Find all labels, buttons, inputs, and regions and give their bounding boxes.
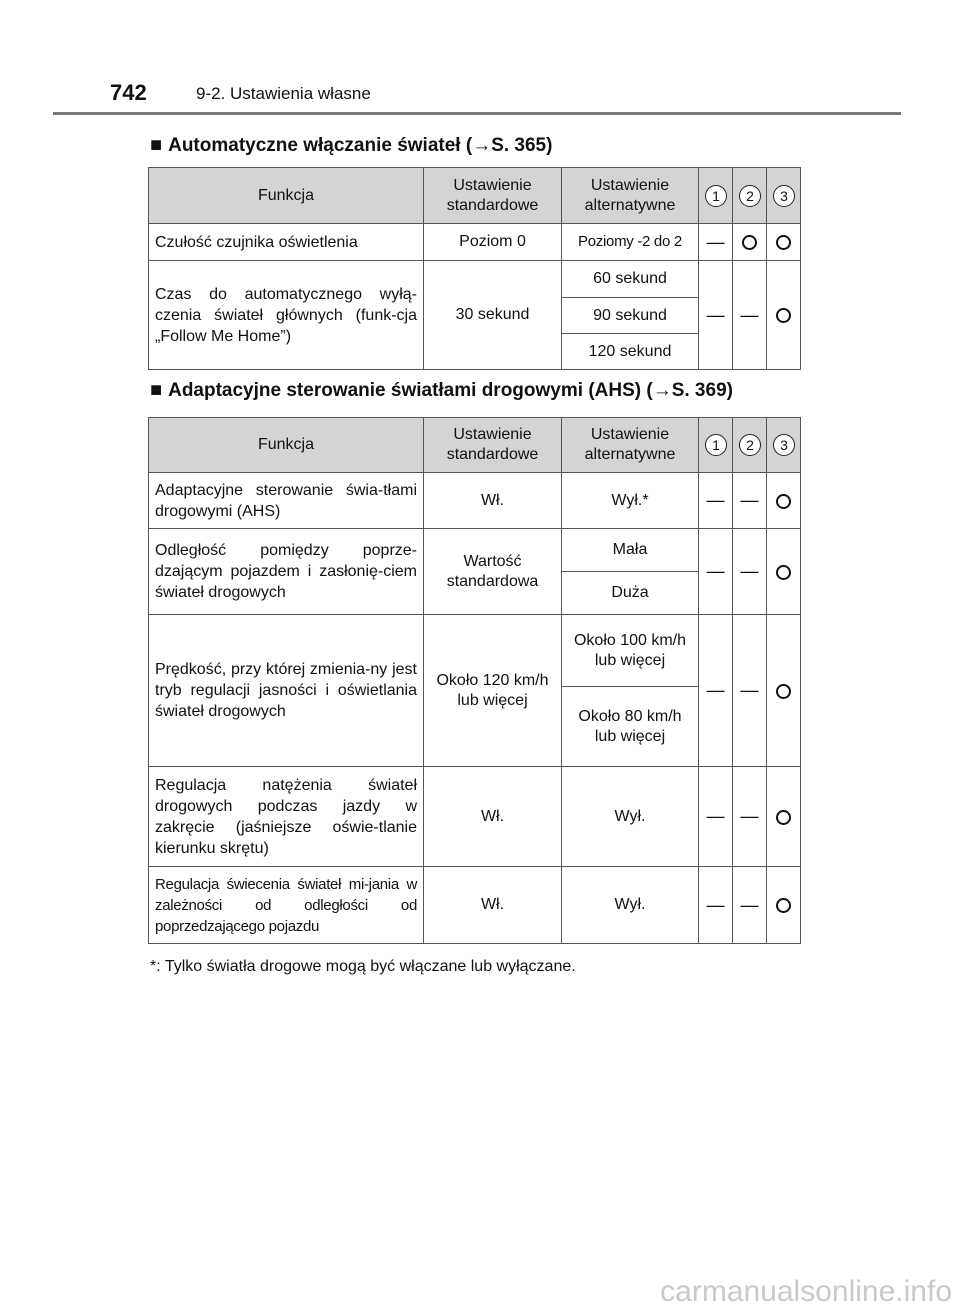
circle-mark-icon <box>776 235 791 250</box>
circle-mark-icon <box>776 684 791 699</box>
col-header-method-3 <box>767 418 801 473</box>
circle-mark-icon <box>776 494 791 509</box>
function-cell: Czułość czujnika oświetlenia <box>149 224 424 261</box>
method-3-cell <box>767 224 801 261</box>
table-row <box>149 261 801 298</box>
table-row <box>149 615 801 687</box>
arrow-right-icon: → <box>652 380 672 401</box>
function-cell: Prędkość, przy której zmienia-ny jest tryb regulacji jasności i oświetlania świateł drogowych <box>149 615 424 767</box>
circle-mark-icon <box>776 898 791 913</box>
method-3-cell <box>767 867 801 944</box>
method-2-cell: — <box>733 767 767 867</box>
method-1-cell: — <box>699 224 733 261</box>
default-cell: Poziom 0 <box>424 224 562 261</box>
col-header-alternative: Ustawienie alternatywne <box>562 168 699 224</box>
bullet-square-icon: ■ <box>150 134 163 156</box>
alt-cell: Mała <box>562 529 699 572</box>
method-2-cell: — <box>733 615 767 767</box>
method-1-cell: — <box>699 867 733 944</box>
bullet-square-icon: ■ <box>150 379 163 401</box>
table-row <box>149 529 801 572</box>
function-cell: Czas do automatycznego wyłą-czenia świateł głównych (funk-cja „Follow Me Home”) <box>149 261 424 370</box>
circle-mark-icon <box>776 810 791 825</box>
circled-3-icon: 3 <box>773 185 795 207</box>
page-number: 742 <box>110 80 147 105</box>
method-1-cell: — <box>699 473 733 529</box>
alt-cell: Wył. <box>562 767 699 867</box>
col-header-default: Ustawienie standardowe <box>424 418 562 473</box>
col-header-method-1 <box>699 418 733 473</box>
function-cell: Regulacja natężenia świateł drogowych podczas jazdy w zakręcie (jaśniejsze oświe-tlanie kierunku skrętu) <box>149 767 424 867</box>
alt-cell: Wył.* <box>562 473 699 529</box>
alt-cell: Około 100 km/h lub więcej <box>562 615 699 687</box>
col-header-method-2 <box>733 418 767 473</box>
circled-2-icon: 2 <box>739 185 761 207</box>
method-1-cell: — <box>699 261 733 370</box>
method-2-cell: — <box>733 261 767 370</box>
function-cell: Odległość pomiędzy poprze-dzającym pojazdem i zasłonię-ciem świateł drogowych <box>149 529 424 615</box>
method-2-cell: — <box>733 529 767 615</box>
circled-2-icon: 2 <box>739 434 761 456</box>
circle-mark-icon <box>776 565 791 580</box>
default-cell: Wł. <box>424 867 562 944</box>
col-header-function: Funkcja <box>149 168 424 224</box>
header-divider <box>53 112 901 115</box>
table-row <box>149 224 801 261</box>
alt-cell: 90 sekund <box>562 298 699 334</box>
auto-lights-table <box>148 167 801 370</box>
circled-1-icon: 1 <box>705 434 727 456</box>
col-header-alternative: Ustawienie alternatywne <box>562 418 699 473</box>
default-cell: Wł. <box>424 767 562 867</box>
circle-mark-icon <box>742 235 757 250</box>
method-3-cell <box>767 767 801 867</box>
alt-cell: Około 80 km/h lub więcej <box>562 687 699 767</box>
alt-cell: Duża <box>562 572 699 615</box>
circled-1-icon: 1 <box>705 185 727 207</box>
alt-cell: Poziomy -2 do 2 <box>562 224 699 261</box>
method-1-cell: — <box>699 615 733 767</box>
method-3-cell <box>767 261 801 370</box>
method-1-cell: — <box>699 529 733 615</box>
method-1-cell: — <box>699 767 733 867</box>
col-header-method-1 <box>699 168 733 224</box>
table-row <box>149 473 801 529</box>
section-title-auto-lights: ■ Automatyczne włączanie świateł (→S. 365) <box>150 134 553 156</box>
method-3-cell <box>767 473 801 529</box>
method-2-cell: — <box>733 867 767 944</box>
alt-cell: 60 sekund <box>562 261 699 298</box>
method-3-cell <box>767 529 801 615</box>
default-cell: Około 120 km/h lub więcej <box>424 615 562 767</box>
circled-3-icon: 3 <box>773 434 795 456</box>
watermark: carmanualsonline.info <box>660 1275 952 1308</box>
col-header-method-3 <box>767 168 801 224</box>
col-header-default: Ustawienie standardowe <box>424 168 562 224</box>
default-cell: Wartość standardowa <box>424 529 562 615</box>
table-header-row <box>149 168 801 224</box>
circle-mark-icon <box>776 308 791 323</box>
method-3-cell <box>767 615 801 767</box>
col-header-function: Funkcja <box>149 418 424 473</box>
table-row <box>149 767 801 867</box>
section-title-ahs: ■ Adaptacyjne sterowanie światłami drogowymi (AHS) (→S. 369) <box>150 379 733 401</box>
default-cell: 30 sekund <box>424 261 562 370</box>
default-cell: Wł. <box>424 473 562 529</box>
table-row <box>149 867 801 944</box>
table-header-row <box>149 418 801 473</box>
method-2-cell: — <box>733 473 767 529</box>
footnote: *: Tylko światła drogowe mogą być włączane lub wyłączane. <box>150 958 576 975</box>
ahs-table <box>148 417 801 944</box>
function-cell: Regulacja świecenia świateł mi-jania w zależności od odległości od poprzedzającego pojazdu <box>149 867 424 944</box>
chapter-title: 9-2. Ustawienia własne <box>196 84 371 103</box>
alt-cell: Wył. <box>562 867 699 944</box>
function-cell: Adaptacyjne sterowanie świa-tłami drogowymi (AHS) <box>149 473 424 529</box>
col-header-method-2 <box>733 168 767 224</box>
arrow-right-icon: → <box>472 135 492 156</box>
alt-cell: 120 sekund <box>562 334 699 370</box>
method-2-cell <box>733 224 767 261</box>
